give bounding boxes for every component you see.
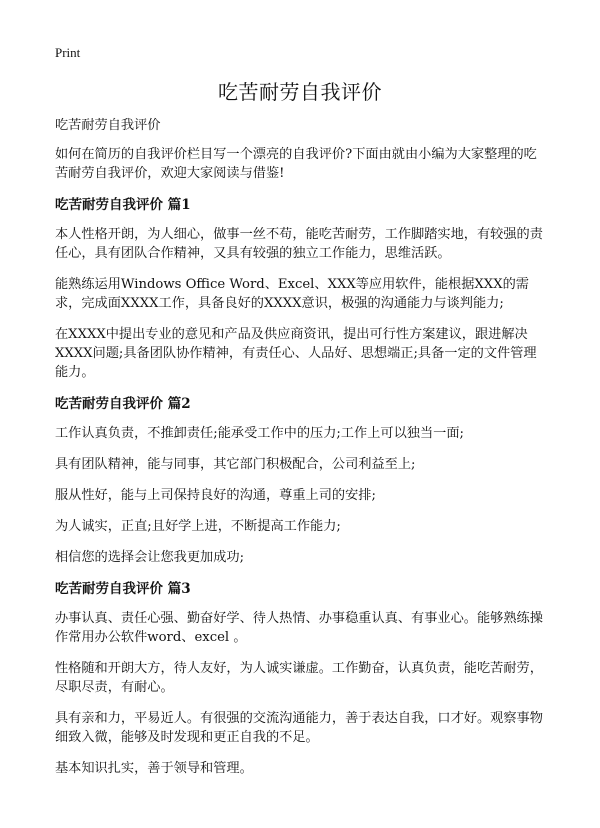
section-1-paragraph-3: 在XXXX中提出专业的意见和产品及供应商资讯，提出可行性方案建议，跟进解决XXXX问题;具备团队协作精神，有责任心、人品好、思想端正;具备一定的文件管理能力。 xyxy=(55,327,537,380)
intro-paragraph: 如何在简历的自我评价栏目写一个漂亮的自我评价?下面由就由小编为大家整理的吃苦耐劳自我评价，欢迎大家阅读与借鉴! xyxy=(55,147,537,181)
section-1-heading: 吃苦耐劳自我评价 篇1 xyxy=(55,197,191,213)
section-3-paragraph-2: 性格随和开朗大方，待人友好，为人诚实谦虚。工作勤奋，认真负责，能吃苦耐劳，尽职尽责，有耐心。 xyxy=(55,661,543,695)
print-label: Print xyxy=(55,45,81,60)
section-3-paragraph-3: 具有亲和力，平易近人。有很强的交流沟通能力，善于表达自我，口才好。观察事物细致入微，能够及时发现和更正自我的不足。 xyxy=(55,711,543,745)
section-1-paragraph-1: 本人性格开朗，为人细心，做事一丝不苟，能吃苦耐劳，工作脚踏实地，有较强的责任心，具有团队合作精神，又具有较强的独立工作能力，思维活跃。 xyxy=(55,227,543,261)
section-3-paragraph-4: 基本知识扎实，善于领导和管理。 xyxy=(55,761,253,776)
section-2-paragraph-1: 工作认真负责，不推卸责任;能承受工作中的压力;工作上可以独当一面; xyxy=(55,426,464,441)
section-3-paragraph-1: 办事认真、责任心强、勤奋好学、待人热情、办事稳重认真、有事业心。能够熟练操作常用办公软件word、excel 。 xyxy=(55,611,543,645)
section-1-paragraph-2: 能熟练运用Windows Office Word、Excel、XXX等应用软件，能根据XXX的需求，完成面XXXX工作，具备良好的XXXX意识，极强的沟通能力与谈判能力; xyxy=(55,277,529,311)
section-2-paragraph-3: 服从性好，能与上司保持良好的沟通，尊重上司的安排; xyxy=(55,488,376,503)
section-2-heading: 吃苦耐劳自我评价 篇2 xyxy=(55,396,191,412)
section-2-paragraph-2: 具有团队精神，能与同事，其它部门积极配合，公司利益至上; xyxy=(55,457,416,472)
section-2-paragraph-4: 为人诚实，正直;且好学上进，不断提高工作能力; xyxy=(55,519,341,534)
document-title: 吃苦耐劳自我评价 xyxy=(218,80,382,104)
section-2-paragraph-5: 相信您的选择会让您我更加成功; xyxy=(55,550,245,565)
document-subtitle: 吃苦耐劳自我评价 xyxy=(55,118,161,133)
section-3-heading: 吃苦耐劳自我评价 篇3 xyxy=(55,581,191,597)
